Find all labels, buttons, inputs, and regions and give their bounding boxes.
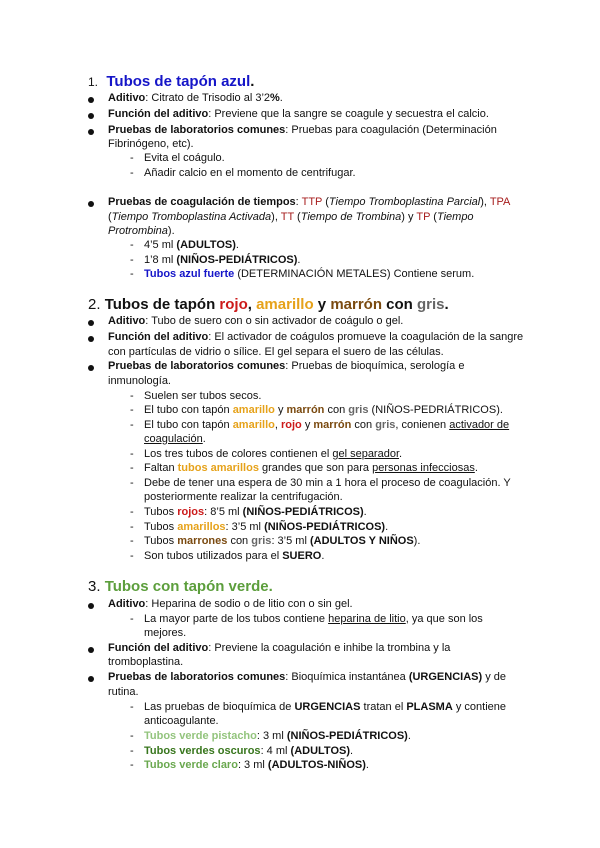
colored: Tubos verdes oscuros bbox=[144, 745, 261, 757]
s1-pruebas bbox=[108, 123, 497, 137]
text: y contiene bbox=[455, 701, 507, 713]
dash-icon: - bbox=[130, 390, 134, 402]
label: Función del aditivo bbox=[108, 642, 209, 654]
text: , ya que son los bbox=[405, 613, 483, 625]
group: (NIÑOS-PEDIÁTRICOS) bbox=[286, 730, 408, 742]
s1-coag: Pruebas de coagulación de tiempos: TTP (Tiempo Tromboplastina Parcial), TPA bbox=[108, 196, 511, 208]
s1-sub1: Evita el coágulo. bbox=[144, 152, 225, 164]
label: Función del aditivo bbox=[108, 108, 209, 120]
amarillo: amarillo bbox=[232, 419, 275, 431]
marron: marrón bbox=[313, 419, 352, 431]
dash-icon: - bbox=[130, 462, 134, 474]
dash-icon: - bbox=[130, 759, 134, 771]
group: (ADULTOS) bbox=[290, 745, 351, 757]
text: La mayor parte de los tubos contiene bbox=[144, 613, 326, 625]
text: (NIÑOS-PEDRIÁTRICOS). bbox=[371, 404, 503, 416]
amarillo: amarillo bbox=[232, 404, 275, 416]
text: : Previene la coagulación e inhibe la trombina y la bbox=[208, 642, 451, 654]
text: Tubos bbox=[144, 506, 175, 518]
s2-aditivo bbox=[108, 314, 403, 328]
dash-icon: - bbox=[130, 521, 134, 533]
volume: 1’8 ml bbox=[144, 254, 174, 266]
period: . bbox=[279, 92, 283, 104]
tt: TT bbox=[280, 211, 294, 223]
section-number: 1. bbox=[88, 75, 99, 89]
underlined: activador de bbox=[449, 419, 510, 431]
text: : Pruebas de bioquímica, serología e bbox=[285, 360, 465, 372]
text: : 4 ml bbox=[260, 745, 288, 757]
s1-pruebas-cont: Fibrinógeno, etc). bbox=[108, 138, 194, 150]
highlight: Tubos azul fuerte bbox=[144, 268, 235, 280]
title-con: con bbox=[386, 296, 413, 313]
s1-funcion bbox=[108, 107, 489, 121]
dash-icon: - bbox=[130, 477, 134, 489]
tt-desc: Tiempo de Trombina bbox=[300, 211, 402, 223]
s2-funcion bbox=[108, 330, 523, 344]
s2-item1: Suelen ser tubos secos. bbox=[144, 390, 262, 402]
s3-aditivo bbox=[108, 597, 353, 611]
rojo: rojo bbox=[281, 419, 302, 431]
title-marron: marrón bbox=[330, 296, 382, 313]
tp: TP bbox=[416, 211, 431, 223]
text: : Bioquímica instantánea bbox=[285, 671, 406, 683]
bullet-icon bbox=[88, 201, 94, 207]
bullet-icon bbox=[88, 320, 94, 326]
label: Pruebas de coagulación de tiempos bbox=[108, 196, 296, 208]
s2-item7: Tubos rojos: 8’5 ml (NIÑOS-PEDIÁTRICOS). bbox=[144, 506, 367, 518]
s2-item6-cont: posteriormente realizar la centrifugación. bbox=[144, 491, 343, 503]
bullet-icon bbox=[88, 603, 94, 609]
s1-v2: 1’8 ml (NIÑOS-PEDIÁTRICOS). bbox=[144, 254, 301, 266]
gris: gris bbox=[375, 419, 396, 431]
text: Faltan bbox=[144, 462, 175, 474]
label: Función del aditivo bbox=[108, 331, 209, 343]
group: (NIÑOS-PEDIÁTRICOS) bbox=[176, 254, 298, 266]
label: Aditivo bbox=[108, 315, 146, 327]
s2-funcion-cont: con partículas de vidrio o sílice. El gel separa el suero de las células. bbox=[108, 346, 444, 358]
s1-aditivo bbox=[108, 91, 283, 105]
s2-item4: Los tres tubos de colores contienen el gel separador. bbox=[144, 448, 403, 460]
percent: % bbox=[270, 92, 280, 104]
dash-icon: - bbox=[130, 745, 134, 757]
bold: PLASMA bbox=[406, 701, 453, 713]
label: Pruebas de laboratorios comunes bbox=[108, 671, 286, 683]
s3-g1: Tubos verde pistacho: 3 ml (NIÑOS-PEDIÁTRICOS). bbox=[144, 730, 411, 742]
dash-icon: - bbox=[130, 701, 134, 713]
s1-coag-cont: (Tiempo Tromboplastina Activada), TT (Tiempo de Trombina) y TP (Tiempo bbox=[108, 211, 474, 223]
y: y bbox=[277, 404, 284, 416]
s3-u1-cont: anticoagulante. bbox=[144, 715, 219, 727]
text: : Citrato de Trisodio al 3’2 bbox=[145, 92, 271, 104]
dash-icon: - bbox=[130, 152, 134, 164]
tp-desc-2: Protrombina bbox=[108, 225, 168, 237]
text: Tubos bbox=[144, 535, 175, 547]
title-part: Tubos de tapón bbox=[104, 296, 216, 313]
text: El tubo con tapón bbox=[144, 419, 230, 431]
title-gris: gris bbox=[417, 296, 445, 313]
colored: amarillos bbox=[177, 521, 226, 533]
s2-item9: Tubos marrones con gris: 3’5 ml (ADULTOS Y NIÑOS). bbox=[144, 535, 421, 547]
group: (ADULTOS-NIÑOS) bbox=[267, 759, 366, 771]
con: con bbox=[327, 404, 346, 416]
text: : 3 ml bbox=[256, 730, 284, 742]
dash-icon: - bbox=[130, 419, 134, 431]
s1-sub2: Añadir calcio en el momento de centrifugar. bbox=[144, 167, 356, 179]
section-3-heading: 3. Tubos con tapón verde. bbox=[88, 578, 273, 595]
text: Son tubos utilizados para el bbox=[144, 550, 280, 562]
group: (ADULTOS) bbox=[176, 239, 236, 251]
y: y bbox=[304, 419, 311, 431]
text: : Tubo de suero con o sin activador de coágulo o gel. bbox=[145, 315, 404, 327]
label: Aditivo bbox=[108, 598, 146, 610]
s3-funcion bbox=[108, 641, 450, 655]
tpa-desc: Tiempo Tromboplastina Activada bbox=[111, 211, 272, 223]
text: : 8’5 ml bbox=[204, 506, 240, 518]
text: Los tres tubos de colores contienen el bbox=[144, 448, 330, 460]
s3-u1 bbox=[144, 700, 506, 714]
s2-item3-cont: coagulación. bbox=[144, 433, 206, 445]
bullet-icon bbox=[88, 113, 94, 119]
volume: 4’5 ml bbox=[144, 239, 174, 251]
s3-g2: Tubos verdes oscuros: 4 ml (ADULTOS). bbox=[144, 745, 354, 757]
bullet-icon bbox=[88, 97, 94, 103]
section-1-title: Tubos de tapón azul bbox=[106, 73, 251, 90]
bullet-icon bbox=[88, 129, 94, 135]
title-rojo: rojo bbox=[219, 296, 248, 313]
s2-item5: Faltan tubos amarillos grandes que son para personas infecciosas. bbox=[144, 462, 478, 474]
s3-a1-cont: mejores. bbox=[144, 627, 187, 639]
dash-icon: - bbox=[130, 404, 134, 416]
text: : El activador de coágulos promueve la coagulación de la sangre bbox=[208, 331, 524, 343]
dash-icon: - bbox=[130, 239, 134, 251]
group: (ADULTOS Y NIÑOS bbox=[309, 535, 414, 547]
s2-item2 bbox=[144, 403, 503, 417]
colored: Tubos verde claro bbox=[144, 759, 238, 771]
underlined: coagulación bbox=[144, 433, 203, 445]
s3-g3: Tubos verde claro: 3 ml (ADULTOS-NIÑOS). bbox=[144, 759, 369, 771]
dash-icon: - bbox=[130, 550, 134, 562]
s2-pruebas-cont: inmunología. bbox=[108, 375, 171, 387]
dash-icon: - bbox=[130, 613, 134, 625]
s2-pruebas bbox=[108, 359, 464, 373]
underlined: heparina de litio bbox=[328, 613, 406, 625]
s3-pruebas-cont: rutina. bbox=[108, 686, 139, 698]
gris: gris bbox=[348, 404, 369, 416]
underlined: personas infecciosas bbox=[372, 462, 475, 474]
label: Pruebas de laboratorios comunes bbox=[108, 124, 286, 136]
text: y de bbox=[485, 671, 507, 683]
dash-icon: - bbox=[130, 448, 134, 460]
tp-desc: Tiempo bbox=[436, 211, 474, 223]
title-y: y bbox=[317, 296, 327, 313]
text: El tubo con tapón bbox=[144, 404, 230, 416]
colored: tubos amarillos bbox=[177, 462, 259, 474]
section-1-heading bbox=[88, 73, 254, 91]
ttp-desc: Tiempo Tromboplastina Parcial bbox=[328, 196, 481, 208]
s2-item8: Tubos amarillos: 3’5 ml (NIÑOS-PEDIÁTRICOS). bbox=[144, 521, 389, 533]
group: (NIÑOS-PEDIÁTRICOS) bbox=[242, 506, 364, 518]
colored: rojos bbox=[177, 506, 205, 518]
s3-a1 bbox=[144, 612, 483, 626]
text: grandes que son para bbox=[262, 462, 370, 474]
bold: SUERO bbox=[282, 550, 322, 562]
dash-icon: - bbox=[130, 506, 134, 518]
ttp: TTP bbox=[301, 196, 323, 208]
s1-v3 bbox=[144, 267, 474, 281]
s2-item3: El tubo con tapón amarillo, rojo y marrón con gris, conienen activador de bbox=[144, 419, 510, 431]
text: con bbox=[230, 535, 249, 547]
section-number: 3. bbox=[88, 578, 101, 595]
text: : 3’5 ml bbox=[225, 521, 262, 533]
section-2-heading: 2. Tubos de tapón rojo, amarillo y marrón con gris. bbox=[88, 296, 449, 313]
gris: gris bbox=[251, 535, 272, 547]
colored: Tubos verde pistacho bbox=[144, 730, 257, 742]
group: (NIÑOS-PEDIÁTRICOS) bbox=[264, 521, 386, 533]
text: Las pruebas de bioquímica de bbox=[144, 701, 292, 713]
s2-item10: Son tubos utilizados para el SUERO. bbox=[144, 550, 325, 562]
s2-item6: Debe de tener una espera de 30 min a 1 hora el proceso de coagulación. Y bbox=[144, 477, 511, 489]
text: : Previene que la sangre se coagule y secuestra el calcio. bbox=[208, 108, 489, 120]
text: tratan el bbox=[363, 701, 404, 713]
colored: marrones bbox=[177, 535, 228, 547]
bullet-icon bbox=[88, 336, 94, 342]
text: , conienen bbox=[395, 419, 447, 431]
bold: (URGENCIAS) bbox=[408, 671, 483, 683]
text: : Heparina de sodio o de litio con o sin gel. bbox=[145, 598, 353, 610]
tpa: TPA bbox=[489, 196, 511, 208]
marron: marrón bbox=[286, 404, 325, 416]
s1-v1: 4’5 ml (ADULTOS). bbox=[144, 239, 239, 251]
title-amarillo: amarillo bbox=[256, 296, 314, 313]
section-3-title: Tubos con tapón verde bbox=[104, 578, 269, 595]
label: Aditivo bbox=[108, 92, 146, 104]
label: Pruebas de laboratorios comunes bbox=[108, 360, 286, 372]
dash-icon: - bbox=[130, 535, 134, 547]
dash-icon: - bbox=[130, 254, 134, 266]
s1-coag-cont2: Protrombina). bbox=[108, 225, 175, 237]
dash-icon: - bbox=[130, 268, 134, 280]
dash-icon: - bbox=[130, 730, 134, 742]
section-number: 2. bbox=[88, 296, 101, 313]
underlined: gel separador bbox=[332, 448, 400, 460]
text: : Pruebas para coagulación (Determinación bbox=[285, 124, 497, 136]
period: . bbox=[250, 73, 255, 90]
s3-pruebas bbox=[108, 670, 506, 684]
text: (DETERMINACIÓN METALES) Contiene serum. bbox=[237, 268, 475, 280]
dash-icon: - bbox=[130, 167, 134, 179]
text: : 3 ml bbox=[237, 759, 265, 771]
con: con bbox=[354, 419, 373, 431]
text: Tubos bbox=[144, 521, 175, 533]
text: : 3’5 ml bbox=[271, 535, 307, 547]
bullet-icon bbox=[88, 647, 94, 653]
bullet-icon bbox=[88, 365, 94, 371]
bold: URGENCIAS bbox=[294, 701, 361, 713]
bullet-icon bbox=[88, 676, 94, 682]
s3-funcion-cont: tromboplastina. bbox=[108, 656, 184, 668]
